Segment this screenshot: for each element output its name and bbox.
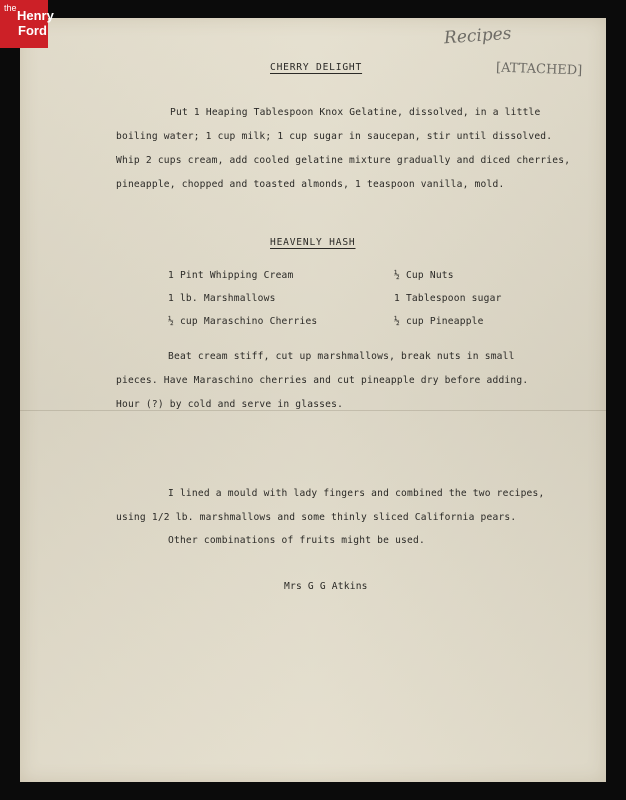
logo-text-henry: Henry <box>17 8 54 23</box>
cherry-delight-title: CHERRY DELIGHT <box>270 62 363 73</box>
ingredient-left: 1 lb. Marshmallows <box>168 293 276 304</box>
note-line: using 1/2 lb. marshmallows and some thinly sliced California pears. <box>116 512 517 523</box>
cherry-delight-line: Put 1 Heaping Tablespoon Knox Gelatine, dissolved, in a little <box>170 107 541 118</box>
cherry-delight-line: pineapple, chopped and toasted almonds, 1 teaspoon vanilla, mold. <box>116 179 505 190</box>
heavenly-hash-line: Beat cream stiff, cut up marshmallows, break nuts in small <box>168 351 515 362</box>
paper-fold-line <box>20 410 606 411</box>
typed-signature: Mrs G G Atkins <box>284 581 368 592</box>
note-line: Other combinations of fruits might be used. <box>168 535 425 546</box>
handwritten-attached: [ATTACHED] <box>495 60 583 79</box>
logo-text-the: the <box>4 3 17 13</box>
ingredient-right: ½ Cup Nuts <box>394 270 454 281</box>
note-line: I lined a mould with lady fingers and combined the two recipes, <box>168 488 545 499</box>
handwritten-recipes: Recipes <box>443 23 513 49</box>
typed-recipe-sheet <box>20 18 606 782</box>
ingredient-left: 1 Pint Whipping Cream <box>168 270 294 281</box>
cherry-delight-line: boiling water; 1 cup milk; 1 cup sugar in saucepan, stir until dissolved. <box>116 131 553 142</box>
heavenly-hash-line: pieces. Have Maraschino cherries and cut pineapple dry before adding. <box>116 375 529 386</box>
heavenly-hash-line: Hour (?) by cold and serve in glasses. <box>116 399 344 410</box>
ingredient-left: ½ cup Maraschino Cherries <box>168 316 318 327</box>
henry-ford-logo <box>0 0 54 48</box>
logo-text-ford: Ford <box>18 23 47 38</box>
heavenly-hash-title: HEAVENLY HASH <box>270 237 356 248</box>
cherry-delight-line: Whip 2 cups cream, add cooled gelatine mixture gradually and diced cherries, <box>116 155 571 166</box>
ingredient-right: 1 Tablespoon sugar <box>394 293 502 304</box>
ingredient-right: ½ cup Pineapple <box>394 316 484 327</box>
